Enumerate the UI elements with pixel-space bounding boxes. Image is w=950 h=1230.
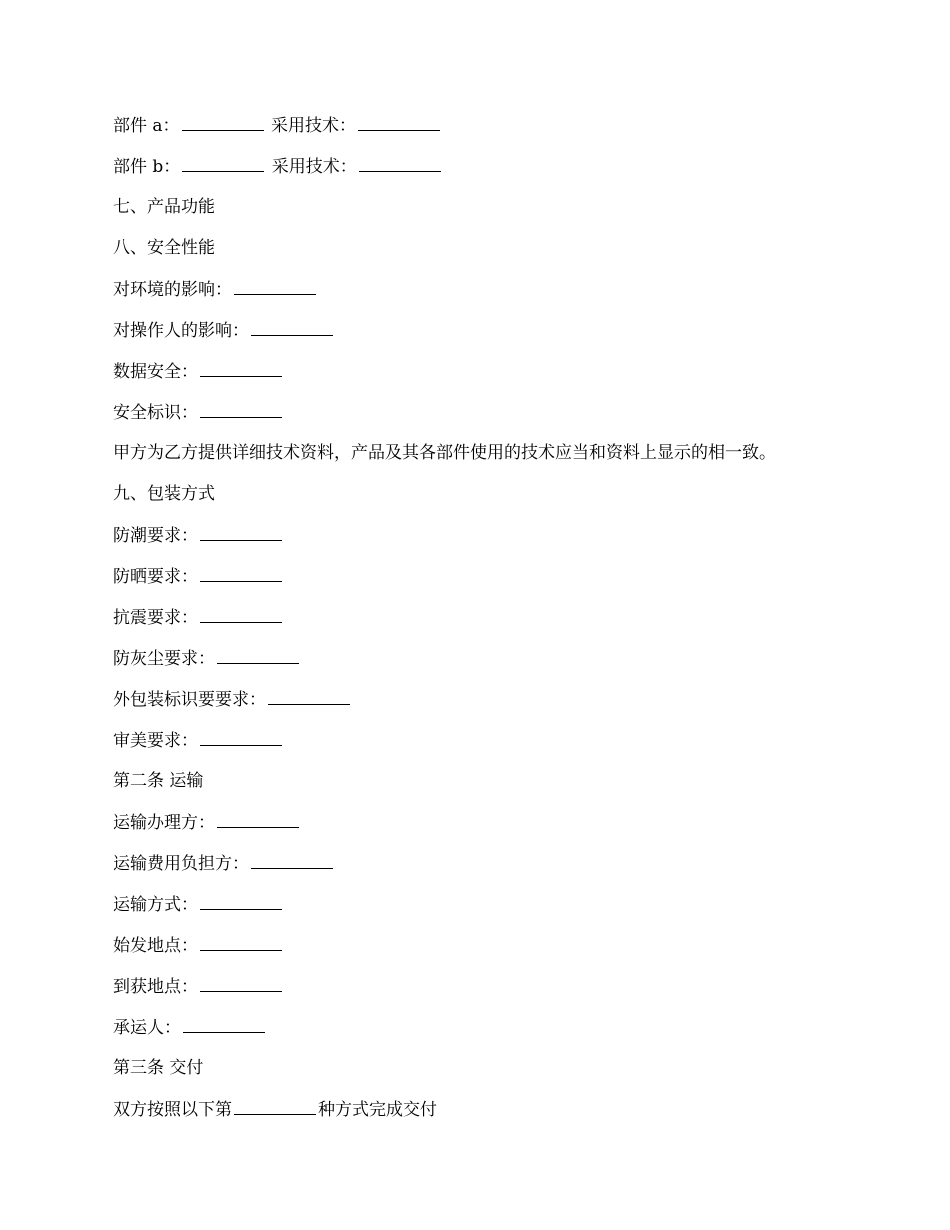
field-line <box>113 561 893 602</box>
section-heading <box>113 233 893 274</box>
line-text: 部件 b： <box>113 157 181 177</box>
line-text: 九、包装方式 <box>113 484 215 504</box>
field-line <box>113 315 893 356</box>
fill-in-blank[interactable] <box>359 151 441 172</box>
component-a-line <box>113 110 893 151</box>
fill-in-blank[interactable] <box>200 930 282 951</box>
line-text: 安全标识： <box>113 403 198 423</box>
fill-in-blank[interactable] <box>234 274 316 295</box>
field-line <box>113 356 893 397</box>
field-line <box>113 602 893 643</box>
fill-in-blank[interactable] <box>200 889 282 910</box>
line-text: 防潮要求： <box>113 526 198 546</box>
line-text: 八、安全性能 <box>113 238 215 258</box>
field-line <box>113 1094 893 1135</box>
fill-in-blank[interactable] <box>200 356 282 377</box>
fill-in-blank[interactable] <box>217 807 299 828</box>
line-text: 审美要求： <box>113 731 198 751</box>
fill-in-blank[interactable] <box>251 315 333 336</box>
fill-in-blank[interactable] <box>200 971 282 992</box>
fill-in-blank[interactable] <box>200 725 282 746</box>
fill-in-blank[interactable] <box>200 602 282 623</box>
line-text: 承运人： <box>113 1018 181 1038</box>
line-text: 运输方式： <box>113 895 198 915</box>
line-text: 运输办理方： <box>113 813 215 833</box>
line-text: 双方按照以下第 <box>113 1100 232 1120</box>
field-line <box>113 971 893 1012</box>
fill-in-blank[interactable] <box>268 684 350 705</box>
line-text: 对操作人的影响： <box>113 321 249 341</box>
field-line <box>113 889 893 930</box>
line-text: 采用技术： <box>266 157 357 177</box>
line-text: 第二条 运输 <box>113 771 204 791</box>
line-text: 防灰尘要求： <box>113 649 215 669</box>
article-heading <box>113 766 893 807</box>
article-heading <box>113 1053 893 1094</box>
field-line <box>113 397 893 438</box>
fill-in-blank[interactable] <box>217 643 299 664</box>
field-line <box>113 725 893 766</box>
line-text: 部件 a： <box>113 116 180 136</box>
line-text: 数据安全： <box>113 362 198 382</box>
line-text: 抗震要求： <box>113 608 198 628</box>
line-text: 采用技术： <box>265 116 356 136</box>
fill-in-blank[interactable] <box>182 110 264 131</box>
line-text: 到获地点： <box>113 977 198 997</box>
paragraph <box>113 438 893 479</box>
line-text: 始发地点： <box>113 936 198 956</box>
line-text: 防晒要求： <box>113 567 198 587</box>
fill-in-blank[interactable] <box>200 561 282 582</box>
field-line <box>113 848 893 889</box>
fill-in-blank[interactable] <box>200 397 282 418</box>
line-text: 外包装标识要要求： <box>113 690 266 710</box>
field-line <box>113 1012 893 1053</box>
line-text: 第三条 交付 <box>113 1058 204 1078</box>
section-heading <box>113 192 893 233</box>
field-line <box>113 807 893 848</box>
fill-in-blank[interactable] <box>182 151 264 172</box>
component-b-line <box>113 151 893 192</box>
field-line <box>113 274 893 315</box>
fill-in-blank[interactable] <box>358 110 440 131</box>
document-page <box>113 110 893 1135</box>
fill-in-blank[interactable] <box>234 1094 316 1115</box>
line-text: 甲方为乙方提供详细技术资料，产品及其各部件使用的技术应当和资料上显示的相一致。 <box>113 443 776 463</box>
field-line <box>113 930 893 971</box>
field-line <box>113 643 893 684</box>
line-text: 种方式完成交付 <box>318 1100 437 1120</box>
line-text: 七、产品功能 <box>113 197 215 217</box>
field-line <box>113 684 893 725</box>
section-heading <box>113 479 893 520</box>
field-line <box>113 520 893 561</box>
fill-in-blank[interactable] <box>183 1012 265 1033</box>
fill-in-blank[interactable] <box>200 520 282 541</box>
line-text: 运输费用负担方： <box>113 854 249 874</box>
line-text: 对环境的影响： <box>113 280 232 300</box>
fill-in-blank[interactable] <box>251 848 333 869</box>
